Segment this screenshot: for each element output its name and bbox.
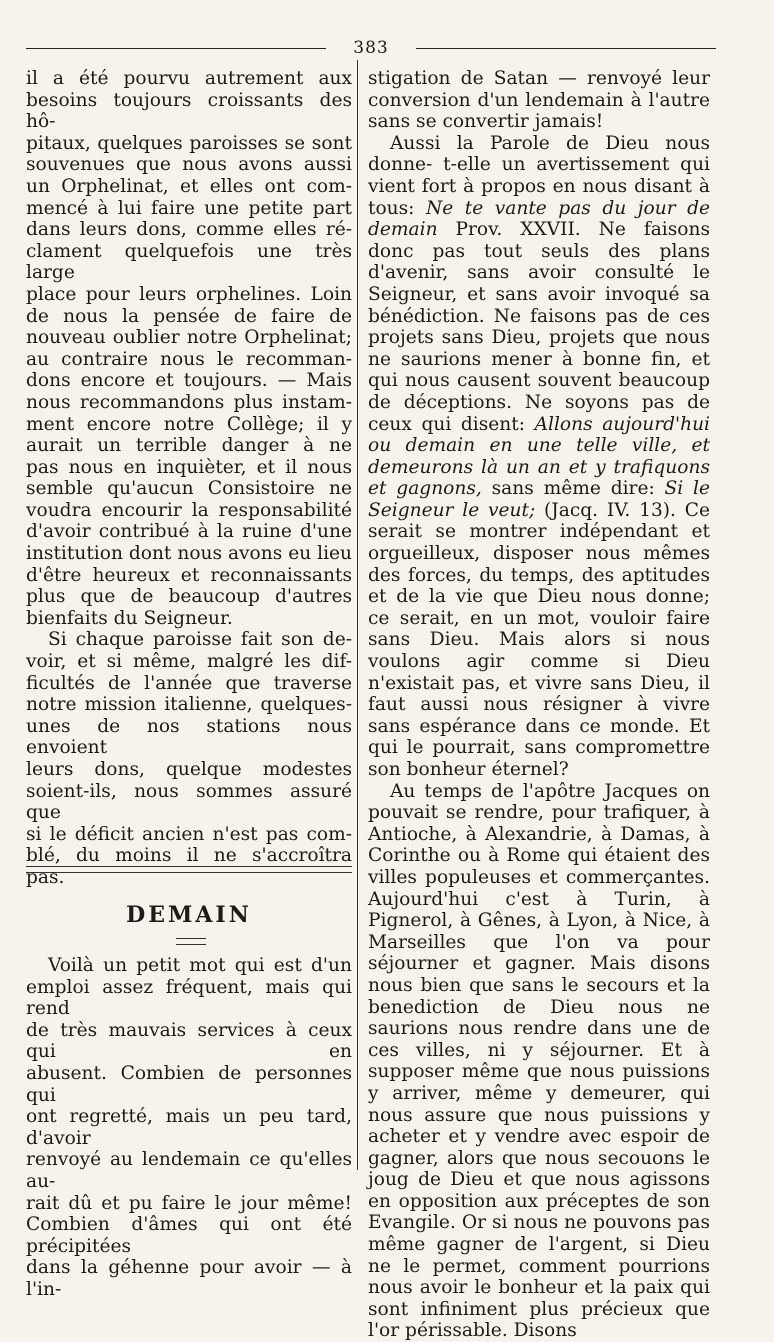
text-line: pas nous en inquièter, et il nous — [26, 456, 352, 478]
text-line: plus que de beaucoup d'autres — [26, 586, 352, 608]
text-line: abusent. Combien de personnes qui — [26, 1062, 352, 1106]
text-line: soient-ils, nous sommes assuré que — [26, 780, 352, 824]
text-line: conversion d'un lendemain à l'autre — [368, 89, 710, 111]
text-line: clament quelquefois une très large — [26, 240, 352, 284]
text-line: leurs dons, quelque modestes — [26, 759, 352, 780]
text-line: semble qu'aucun Consistoire ne — [26, 478, 352, 500]
text-line: institution dont nous avons eu lieu — [26, 543, 352, 565]
italic-quote: Ne te vante pas du jour de demain — [368, 197, 711, 241]
text-line: il a été pourvu autrement aux — [26, 68, 352, 89]
right-column — [368, 68, 710, 1342]
text-span: Prov. XXVII. Ne faisons donc pas tout seuls des plans d'avenir, sans avoir consulté le Seigneur, et sans avoir invoqué sa bénédiction. Ne faisons pas de ces projets sans Dieu, projets que nous ne saurions mener à bonne fin, et qui nous causent souvent beaucoup de déceptions. Ne soyons pas de ceux qui disent: — [368, 219, 710, 435]
text-line: blé, du moins il ne s'accroîtra — [26, 845, 352, 867]
text-line: de nous la pensée de faire de — [26, 305, 352, 327]
text-line: mencé à lui faire une petite part — [26, 197, 352, 219]
text-span: (Jacq. IV. 13). Ce serait se montrer indépendant et orgueilleux, disposer nous mêmes des forces, du temps, des aptitudes et de la vie que Dieu nous donne; ce serait, en un mot, vouloir faire sans Dieu. Mais alors si nous voulons agir comme si Dieu n'existait pas, et vivre sans Dieu, il faut aussi nous résigner à vivre sans espérance dans ce monde. Et qui le pourrait, sans compromettre son bonheur éternel? — [368, 499, 710, 780]
article-title: DEMAIN — [126, 902, 252, 928]
text-line: place pour leurs orphelines. Loin — [26, 283, 352, 305]
text-line: voudra encourir la responsabilité — [26, 499, 352, 521]
text-line: stigation de Satan — renvoyé leur — [368, 68, 710, 89]
paragraph-continuation — [26, 68, 352, 629]
header-rule-right — [416, 48, 716, 49]
text-line: au contraire nous le recomman- — [26, 348, 352, 370]
paragraph-1 — [368, 68, 710, 133]
text-line: nous recommandons plus instam- — [26, 391, 352, 413]
text-span: t-elle un avertissement qui vient fort — [368, 154, 710, 197]
paragraph-scripture — [368, 133, 710, 781]
text-span: Aussi la Parole de Dieu nous donne- — [368, 132, 710, 176]
text-line: ment encore notre Collège; il y — [26, 413, 352, 435]
section-separator — [26, 872, 352, 873]
text-line: nouveau oublier notre Orphelinat; — [26, 327, 352, 349]
text-line: rait dû et pu faire le jour même! — [26, 1192, 352, 1214]
text-line: Voilà un petit mot qui est d'un — [48, 955, 352, 976]
text-line: voir, et si même, malgré les dif- — [26, 651, 352, 673]
text-span: sans même dire: — [481, 478, 665, 500]
page-header — [26, 38, 716, 58]
text-line: ont regretté, mais un peu tard, d'avoir — [26, 1106, 352, 1149]
text-line: aurait un terrible danger à ne — [26, 435, 352, 457]
page-number: 383 — [353, 38, 389, 58]
text-line: d'avoir contribué à la ruine d'une — [26, 521, 352, 543]
text-line: souvenues que nous avons aussi — [26, 154, 352, 176]
text-line: dans la géhenne pour avoir — à l'in- — [26, 1257, 352, 1300]
text-line: besoins toujours croissants des hô- — [26, 89, 352, 133]
text-line: un Orphelinat, et elles ont com- — [26, 175, 352, 197]
text-line: sans se convertir jamais! — [368, 111, 604, 133]
text-line: renvoyé au lendemain ce qu'elles au- — [26, 1149, 352, 1192]
italic-quote: Allons aujourd'hui ou demain en une telle ville, et demeurons là un an et y trafiquons et gagnons, — [368, 413, 710, 500]
left-column — [26, 68, 352, 889]
italic-quote: Si le Seigneur le veut; — [368, 478, 711, 521]
text-line: unes de nos stations nous envoient — [26, 715, 352, 759]
text-line: Si chaque paroisse fait son de- — [48, 629, 352, 651]
text-line: de très mauvais services à ceux qui en — [26, 1019, 352, 1063]
text-line: d'être heureux et reconnaissants — [26, 564, 352, 586]
text-line: Combien d'âmes qui ont été précipitées — [26, 1214, 352, 1257]
title-ornament — [176, 938, 206, 945]
text-span: à propos en nous disant à tous: — [368, 175, 710, 219]
text-line: ficultés de l'année que traverse — [26, 672, 352, 694]
text-line: dans leurs dons, comme elles ré- — [26, 219, 352, 241]
text-line: notre mission italienne, quelques- — [26, 694, 352, 716]
text-line: pitaux, quelques paroisses se sont — [26, 132, 352, 154]
text-line: si le déficit ancien n'est pas com- — [26, 823, 352, 845]
column-divider — [357, 60, 358, 1170]
text-line: pas. — [26, 866, 65, 888]
article-body — [26, 955, 352, 1301]
text-line: bienfaits du Seigneur. — [26, 607, 233, 629]
paragraph-3: Au temps de l'apôtre Jacques on pouvait se rendre, pour trafiquer, à Antioche, à Alexandrie, à Damas, à Corinthe ou à Rome qui étaient des villes populeuses et commerçantes. Aujourd'hui c'est à Turin, à Pignerol, à Gênes, à Lyon, à Nice, à Marseilles que l'on va pour séjourner et gagner. Mais disons nous bien que sans le secours et la benediction de Dieu nous ne saurions nous rendre dans une de ces villes, ni y séjourner. Et à supposer même que nous puissions y arriver, même y demeurer, qui nous assure que nous puissions y acheter et y vendre avec espoir de gagner, alors que nous secouons le joug de Dieu et que nous agissons en opposition aux préceptes de son Evangile. Or si nous ne pouvons pas même gagner de l'argent, si Dieu ne le permet, comment pourrions nous avoir le bonheur et la paix qui sont infiniment plus précieux que l'or périssable. Disons — [368, 780, 710, 1342]
paragraph-2 — [26, 629, 352, 888]
text-line: emploi assez fréquent, mais qui rend — [26, 976, 352, 1020]
section-separator — [26, 866, 352, 867]
text-line: dons encore et toujours. — Mais — [26, 370, 352, 392]
